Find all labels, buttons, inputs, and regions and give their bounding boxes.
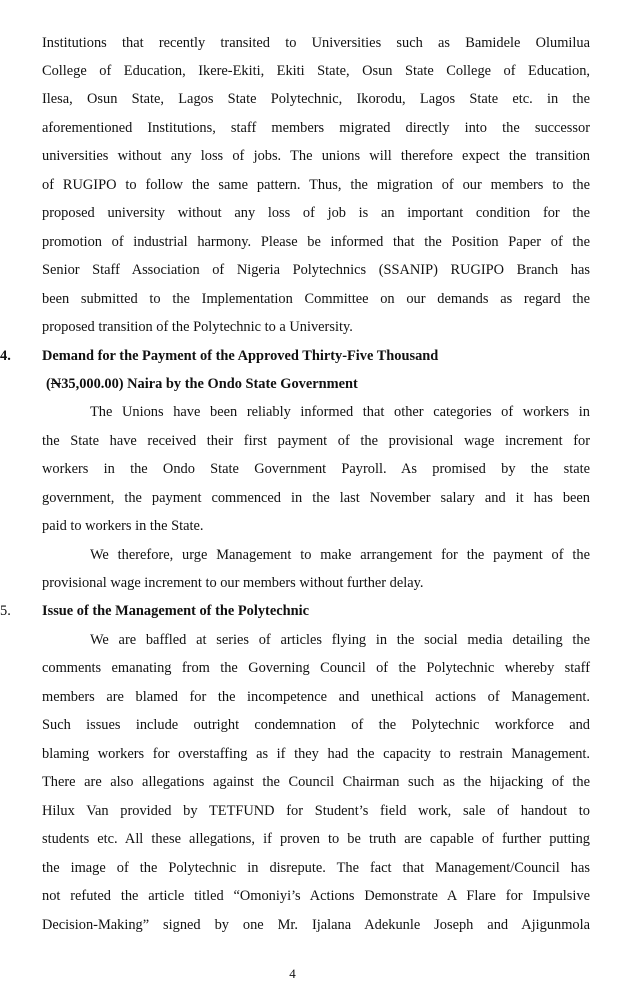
paragraph-line: blaming workers for overstaffing as if they had the capacity to restrain Management. xyxy=(42,746,590,762)
paragraph-line: promotion of industrial harmony. Please be informed that the Position Paper of the xyxy=(42,234,590,250)
section-number: 5. xyxy=(0,603,11,619)
paragraph-line: Hilux Van provided by TETFUND for Student’s field work, sale of handout to xyxy=(42,803,590,819)
paragraph-line: The Unions have been reliably informed that other categories of workers in xyxy=(90,404,590,420)
heading-paren: ( xyxy=(46,376,51,392)
paragraph-line: of RUGIPO to follow the same pattern. Thus, the migration of our members to the xyxy=(42,177,590,193)
page-number: 4 xyxy=(289,966,296,981)
section-heading xyxy=(46,375,594,393)
paragraph-line: aforementioned Institutions, staff members migrated directly into the successor xyxy=(42,120,590,136)
paragraph-line: comments emanating from the Governing Council of the Polytechnic whereby staff xyxy=(42,660,590,676)
paragraph-line: the State have received their first payment of the provisional wage increment for xyxy=(42,433,590,449)
paragraph-line: Senior Staff Association of Nigeria Polytechnics (SSANIP) RUGIPO Branch has xyxy=(42,262,590,278)
paragraph-line: workers in the Ondo State Government Payroll. As promised by the state xyxy=(42,461,590,477)
paragraph-line: College of Education, Ikere-Ekiti, Ekiti State, Osun State College of Education, xyxy=(42,63,590,79)
paragraph-line: government, the payment commenced in the last November salary and it has been xyxy=(42,490,590,506)
paragraph-line: proposed university without any loss of job is an important condition for the xyxy=(42,205,590,221)
section-heading: Issue of the Management of the Polytechnic xyxy=(42,603,309,619)
heading-amount: 35,000.00) Naira by the Ondo State Government xyxy=(61,376,358,392)
paragraph-line: the image of the Polytechnic in disrepute. The fact that Management/Council has xyxy=(42,860,590,876)
paragraph-line: paid to workers in the State. xyxy=(42,518,204,534)
paragraph-line: Decision-Making” signed by one Mr. Ijalana Adekunle Joseph and Ajigunmola xyxy=(42,917,590,933)
paragraph-line: universities without any loss of jobs. The unions will therefore expect the transition xyxy=(42,148,590,164)
paragraph-line: We therefore, urge Management to make arrangement for the payment of the xyxy=(90,547,590,563)
paragraph-line: members are blamed for the incompetence and unethical actions of Management. xyxy=(42,689,590,705)
section-heading: Demand for the Payment of the Approved Thirty-Five Thousand xyxy=(42,348,439,364)
section-number: 4. xyxy=(0,348,11,364)
paragraph-line: There are also allegations against the Council Chairman such as the hijacking of the xyxy=(42,774,590,790)
paragraph-line: students etc. All these allegations, if proven to be truth are capable of further putting xyxy=(42,831,590,847)
paragraph-line: proposed transition of the Polytechnic to a University. xyxy=(42,319,353,335)
paragraph-line: Such issues include outright condemnation of the Polytechnic workforce and xyxy=(42,717,590,733)
naira-symbol: N xyxy=(50,376,62,392)
paragraph-line: Ilesa, Osun State, Lagos State Polytechnic, Ikorodu, Lagos State etc. in the xyxy=(42,91,590,107)
paragraph-line: We are baffled at series of articles flying in the social media detailing the xyxy=(90,632,590,648)
paragraph-line: provisional wage increment to our members without further delay. xyxy=(42,575,424,591)
paragraph-line: Institutions that recently transited to Universities such as Bamidele Olumilua xyxy=(42,35,590,51)
paragraph-line: not refuted the article titled “Omoniyi’s Actions Demonstrate A Flare for Impulsive xyxy=(42,888,590,904)
paragraph-line: been submitted to the Implementation Committee on our demands as regard the xyxy=(42,291,590,307)
